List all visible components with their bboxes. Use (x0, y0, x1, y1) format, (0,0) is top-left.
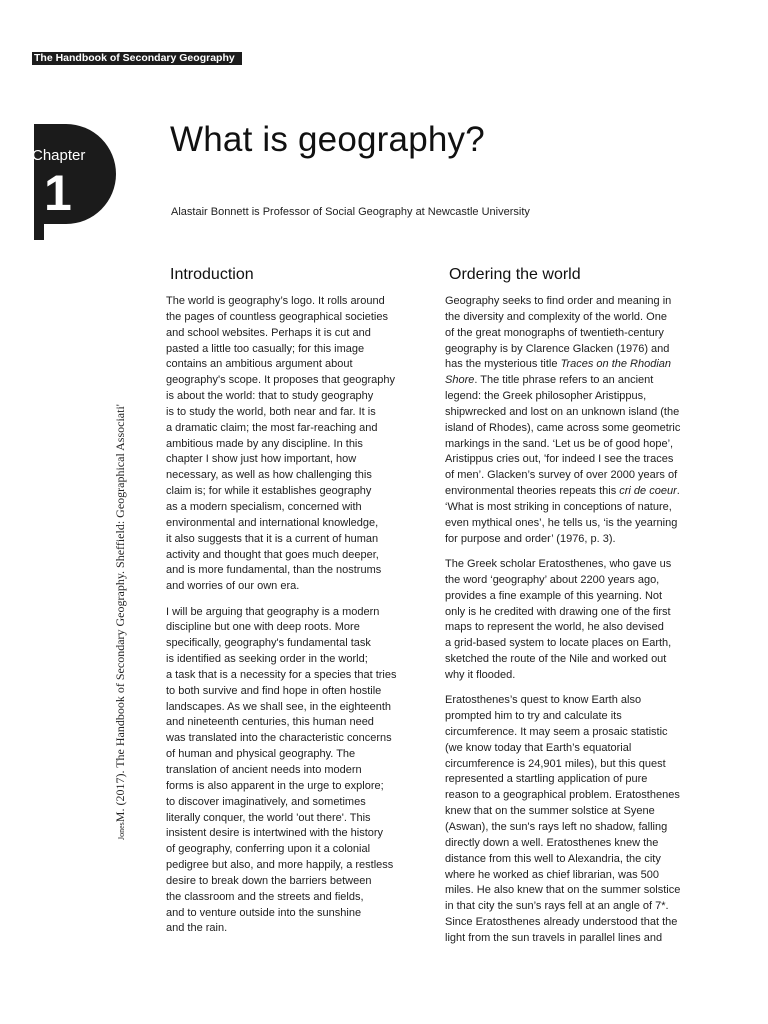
body-text-line: the classroom and the streets and fields, (166, 890, 364, 903)
body-text-line: and the rain. (166, 922, 228, 935)
body-text-line: circumference is 24,901 miles), but this quest (445, 757, 666, 770)
body-text-line: is to study the world, both near and far. It is (166, 405, 376, 418)
body-text-line: geography's scope. It proposes that geography (166, 374, 395, 387)
body-text-line: discipline but one with deep roots. More (166, 621, 360, 634)
body-text-line: a task that is a necessity for a species that tries (166, 668, 397, 681)
chapter-label: Chapter (32, 147, 86, 164)
body-text-line: maps to represent the world, he also devised (445, 621, 664, 634)
side-citation-author: Jones (117, 822, 126, 840)
body-text-line: the pages of countless geographical societies (166, 310, 388, 323)
body-text-line: directly down a well. Eratosthenes knew the (445, 836, 659, 849)
body-text-line: forms is also apparent in the urge to explore; (166, 779, 384, 792)
body-text-line: for purpose and order’ (1976, p. 3). (445, 532, 616, 545)
body-text-line: (Aswan), the sun's rays left no shadow, falling (445, 821, 668, 833)
body-text-line: literally conquer, the world 'out there'. This (166, 811, 371, 824)
body-text-line: ambitious made by any discipline. In this (166, 437, 363, 450)
body-text-line: as a modern specialism, concerned with (166, 500, 362, 513)
body-text-line: markings in the sand. ‘Let us be of good hope’, (445, 437, 674, 450)
body-text-line: light from the sun travels in parallel lines and (445, 931, 663, 944)
body-text-line: where he worked as chief librarian, was 500 (445, 868, 660, 881)
body-text-line: and is more fundamental, than the nostrums (166, 564, 382, 577)
chapter-number: 1 (44, 165, 72, 221)
body-text-line: claim is; for while it establishes geography (166, 485, 372, 498)
introduction-heading: Introduction (170, 266, 254, 283)
body-text-line: only is he credited with drawing one of the first (445, 605, 671, 618)
body-text-line: desire to break down the barriers between (166, 874, 372, 887)
body-text-line: a grid-based system to locate places on Earth, (445, 637, 672, 650)
ordering-heading: Ordering the world (449, 266, 581, 283)
body-text-line: landscapes. As we shall see, in the eighteenth (166, 700, 392, 713)
paragraph-break (445, 548, 695, 558)
body-text-line: activity and thought that goes much deeper, (166, 548, 379, 561)
body-text-line: of the great monographs of twentieth-century (445, 326, 664, 339)
chapter-badge (26, 122, 118, 242)
body-text-line: reason to a geographical problem. Eratosthenes (445, 789, 680, 802)
body-text-line: necessary, as well as how challenging this (166, 469, 372, 482)
body-text-line: insistent desire is intertwined with the history (166, 827, 384, 840)
body-text-line: to both survive and find hope in often hostile (166, 684, 382, 697)
body-text-line: island of Rhodes), came across some geometric (445, 421, 681, 434)
body-text-line: provides a fine example of this yearning. Not (445, 589, 663, 602)
body-text-line: chapter I show just how important, how (166, 453, 357, 466)
body-text-line: I will be arguing that geography is a modern (166, 605, 380, 618)
introduction-column (166, 266, 416, 937)
body-text-line: it also suggests that it is a current of human (166, 532, 379, 545)
body-text-line: a dramatic claim; the most far-reaching and (166, 421, 378, 434)
body-text-line: and worries of our own era. (166, 580, 300, 593)
body-text-line: distance from this well to Alexandria, the city (445, 852, 661, 865)
body-text-line: represented a startling application of pure (445, 773, 648, 786)
body-text-line: has the mysterious title Traces on the Rhodian (445, 358, 672, 371)
body-text-line: why it flooded. (445, 668, 516, 681)
body-text-line: of human and physical geography. The (166, 748, 356, 761)
body-text-line: Shore. The title phrase refers to an ancient (445, 374, 654, 387)
body-text-line: is about the world: that to study geography (166, 390, 374, 403)
body-text-line: (we know today that Earth’s equatorial (445, 741, 632, 754)
body-text-line: to discover imaginatively, and sometimes (166, 795, 366, 808)
body-text-line: environmental and international knowledge, (166, 516, 379, 529)
chapter-badge-graphic (26, 122, 118, 242)
body-text-line: shipwrecked and lost on an unknown island (the (445, 405, 680, 418)
body-text-line: miles. He also knew that on the summer solstice (445, 884, 681, 897)
body-text-line: Geography seeks to find order and meaning in (445, 295, 672, 307)
body-text-line: prompted him to try and calculate its (445, 710, 622, 723)
running-header: The Handbook of Secondary Geography (32, 52, 242, 65)
body-text-line: geography is by Clarence Glacken (1976) and (445, 342, 670, 355)
body-text-line: the word ‘geography’ about 2200 years ago, (445, 573, 660, 586)
body-text-line: and nineteenth centuries, this human need (166, 716, 374, 729)
ordering-body (445, 294, 695, 947)
side-citation (112, 340, 128, 840)
body-text-line: Aristippus cries out, 'for indeed I see the traces (445, 453, 674, 466)
body-text-line: in that city the sun’s rays fell at an angle of 7*. (445, 900, 669, 913)
body-text-line: Since Eratosthenes already understood that the (445, 916, 678, 929)
body-text-line: translation of ancient needs into modern (166, 763, 362, 776)
body-text-line: was translated into the characteristic concerns (166, 732, 392, 745)
side-citation-text: M. (2017). The Handbook of Secondary Geography. Sheffield: Geographical Associati' (113, 404, 127, 823)
paragraph-break (166, 595, 416, 605)
body-text-line: even mythical ones’, he tells us, ‘is the yearning (445, 516, 678, 529)
body-text-line: The world is geography’s logo. It rolls around (166, 295, 385, 307)
body-text-line: is identified as seeking order in the world; (166, 653, 368, 666)
body-text-line: pedigree but also, and more happily, a restless (166, 859, 394, 872)
body-text-line: The Greek scholar Eratosthenes, who gave us (445, 558, 672, 570)
author-affiliation: Alastair Bonnett is Professor of Social Geography at Newcastle University (171, 206, 530, 218)
body-text-line: sketched the route of the Nile and worked out (445, 653, 667, 666)
ordering-column (445, 266, 695, 947)
page-title: What is geography? (170, 120, 485, 159)
body-text-line: Eratosthenes’s quest to know Earth also (445, 694, 642, 707)
body-text-line: contains an ambitious argument about (166, 358, 353, 371)
body-text-line: environmental theories repeats this cri de coeur. (445, 485, 680, 498)
paragraph-break (445, 684, 695, 694)
body-text-line: and school websites. Perhaps it is cut and (166, 326, 371, 339)
body-text-line: the diversity and complexity of the world. One (445, 310, 667, 323)
body-text-line: of geography, conferring upon it a colonial (166, 843, 371, 856)
body-text-line: legend: the Greek philosopher Aristippus, (445, 390, 647, 403)
body-text-line: circumference. It may seem a prosaic statistic (445, 725, 668, 738)
body-text-line: ‘What is most striking in conceptions of nature, (445, 500, 672, 513)
body-text-line: of men’. Glacken’s survey of over 2000 years of (445, 469, 678, 482)
introduction-body (166, 294, 416, 937)
body-text-line: knew that on the summer solstice at Syene (445, 805, 655, 818)
body-text-line: and to venture outside into the sunshine (166, 906, 362, 919)
body-text-line: specifically, geography's fundamental task (166, 637, 371, 650)
body-text-line: pasted a little too casually; for this image (166, 342, 365, 355)
